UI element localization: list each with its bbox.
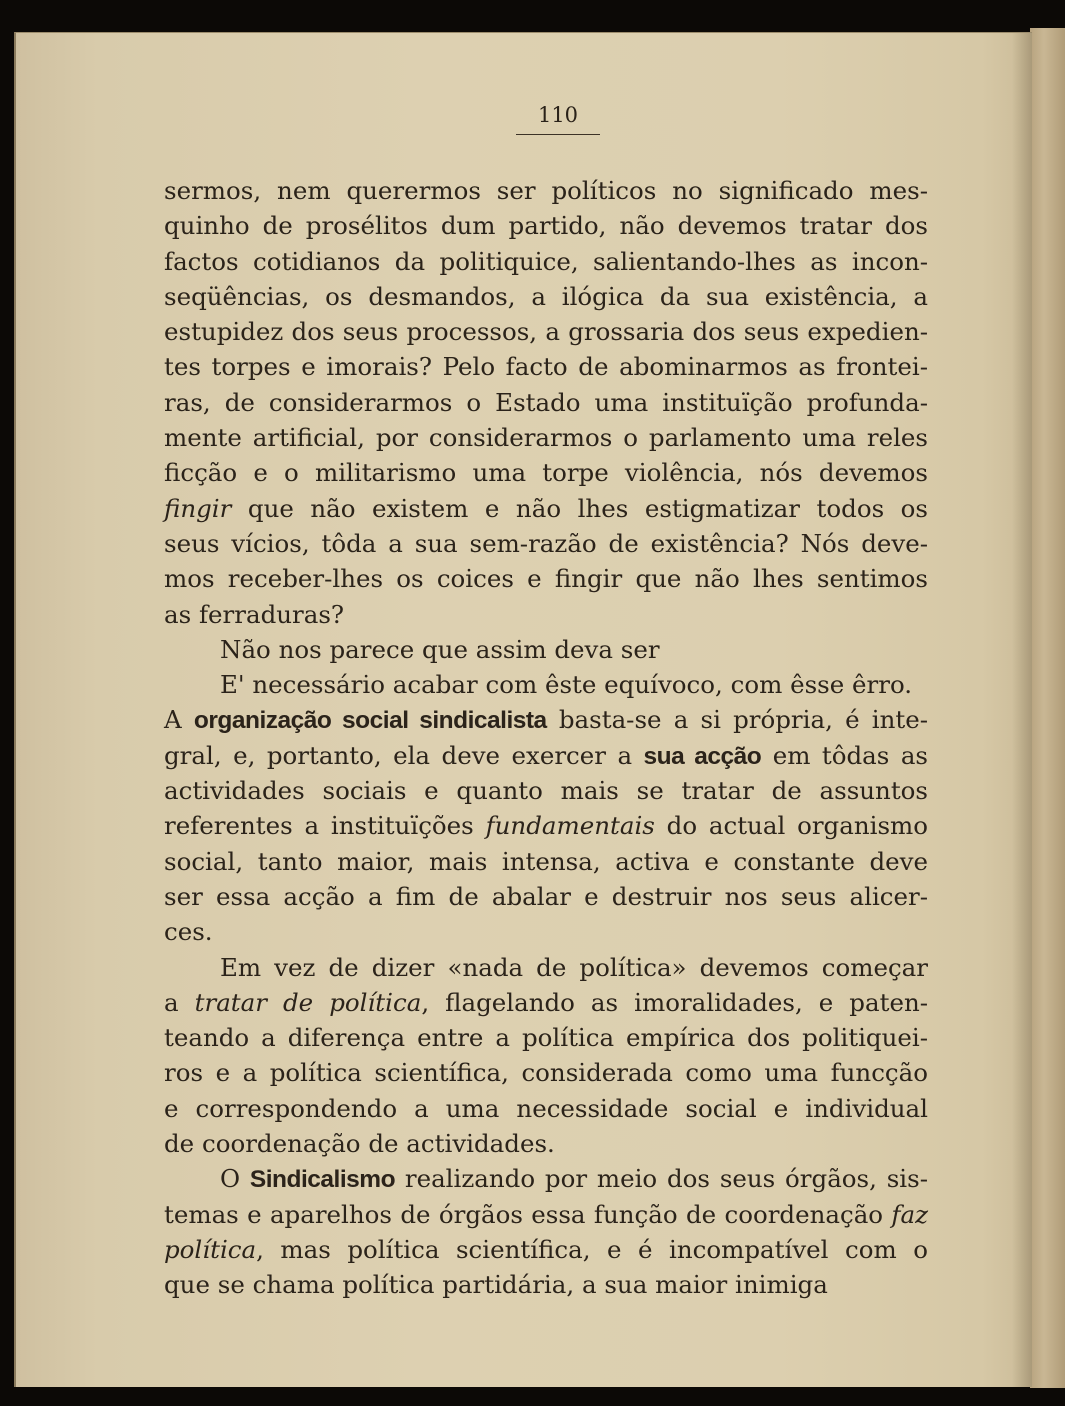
line-text: do actual organismo (654, 811, 928, 841)
line-text: que não existem e não lhes estigmatizar todos os (231, 493, 928, 523)
text-line (164, 632, 928, 667)
line-text: E' necessário acabar com êste equívoco, com êsse êrro. (220, 670, 913, 700)
line-text: social, tanto maior, mais intensa, activa e constante deve (164, 846, 928, 876)
text-line (164, 738, 928, 773)
line-text: as ferraduras? (164, 599, 345, 629)
line-text: e correspondendo a uma necessidade social e individual (164, 1093, 928, 1123)
line-text: actividades sociais e quanto mais se tratar de assuntos (164, 776, 928, 806)
line-text: teando a diferença entre a política empírica dos politiquei- (164, 1023, 928, 1053)
line-text: ficção e o militarismo uma torpe violência, nós devemos (164, 458, 928, 488)
text-line (164, 279, 928, 314)
text-line (164, 1197, 928, 1232)
line-text: , flagelando as imoralidades, e paten- (421, 987, 928, 1017)
text-line (164, 173, 928, 208)
line-text: sermos, nem querermos ser políticos no significado mes- (164, 176, 928, 205)
line-text: mente artificial, por considerarmos o parlamento uma reles (164, 423, 928, 453)
bold-text: Sindicalismo (249, 1166, 396, 1194)
text-line (164, 491, 928, 526)
italic-text: fingir (164, 493, 232, 523)
text-line (164, 244, 928, 279)
line-text: realizando por meio dos seus órgãos, sis- (395, 1164, 928, 1194)
body-text (164, 173, 928, 1303)
text-line (164, 844, 928, 879)
line-text: ras, de considerarmos o Estado uma instituïção profunda- (164, 387, 928, 417)
text-line (164, 349, 928, 384)
text-line (164, 773, 928, 808)
text-line (164, 385, 928, 420)
text-line (164, 667, 928, 702)
text-line (164, 561, 928, 596)
bold-text: organização social sindicalista (193, 707, 547, 735)
text-line (164, 702, 928, 737)
text-line (164, 1055, 928, 1090)
line-text: , mas política scientífica, e é incompatível com o (256, 1234, 928, 1264)
text-line (164, 1161, 928, 1196)
line-text: factos cotidianos da politiquice, salientando-lhes as incon- (164, 246, 928, 276)
line-text: quinho de prosélitos dum partido, não devemos tratar dos (164, 211, 928, 241)
page-number-rule (516, 134, 600, 135)
line-text: ros e a política scientífica, considerada como uma funcção (164, 1058, 928, 1088)
line-text: mos receber-lhes os coices e fingir que não lhes sentimos (164, 564, 928, 594)
line-text: ces. (164, 917, 213, 947)
text-line (164, 950, 928, 985)
text-line (164, 1232, 928, 1267)
text-line (164, 1020, 928, 1055)
text-line (164, 314, 928, 349)
text-line (164, 808, 928, 843)
text-line (164, 455, 928, 490)
text-line (164, 526, 928, 561)
italic-text: política (164, 1234, 257, 1264)
line-text: que se chama política partidária, a sua maior inimiga (164, 1270, 828, 1300)
italic-text: faz (891, 1199, 928, 1229)
text-line (164, 1267, 928, 1302)
line-text: ser essa acção a fim de abalar e destruir nos seus alicer- (164, 881, 928, 911)
line-text: temas e aparelhos de órgãos essa função de coordenação (164, 1199, 892, 1229)
line-text: seus vícios, tôda a sua sem-razão de existência? Nós deve- (164, 528, 928, 558)
text-line (164, 1091, 928, 1126)
text-line (164, 879, 928, 914)
line-text: a (164, 987, 195, 1017)
line-text: em tôdas as (761, 740, 929, 770)
line-text: gral, e, portanto, ela deve exercer a (164, 740, 644, 770)
line-text: de coordenação de actividades. (164, 1129, 555, 1159)
text-line (164, 1126, 928, 1161)
line-text: estupidez dos seus processos, a grossaria dos seus expedien- (164, 317, 928, 347)
line-text: basta-se a si própria, é inte- (546, 705, 928, 735)
page-number: 110 (537, 103, 579, 127)
adjacent-page-edge (1030, 28, 1065, 1388)
line-text: A (164, 705, 194, 735)
line-text: O (220, 1164, 250, 1194)
italic-text: tratar de política (194, 987, 422, 1017)
book-page (14, 32, 1032, 1387)
bold-text: sua acção (643, 742, 762, 770)
text-line (164, 985, 928, 1020)
line-text: Em vez de dizer «nada de política» devemos começar (220, 952, 928, 982)
line-text: tes torpes e imorais? Pelo facto de abominarmos as frontei- (164, 352, 928, 382)
text-line (164, 597, 928, 632)
text-line (164, 208, 928, 243)
line-text: referentes a instituïções (164, 811, 486, 841)
line-text: Não nos parece que assim deva ser (220, 634, 660, 664)
line-text: seqüências, os desmandos, a ilógica da sua existência, a (164, 281, 928, 311)
italic-text: fundamentais (485, 811, 655, 841)
text-line (164, 420, 928, 455)
text-line (164, 914, 928, 949)
